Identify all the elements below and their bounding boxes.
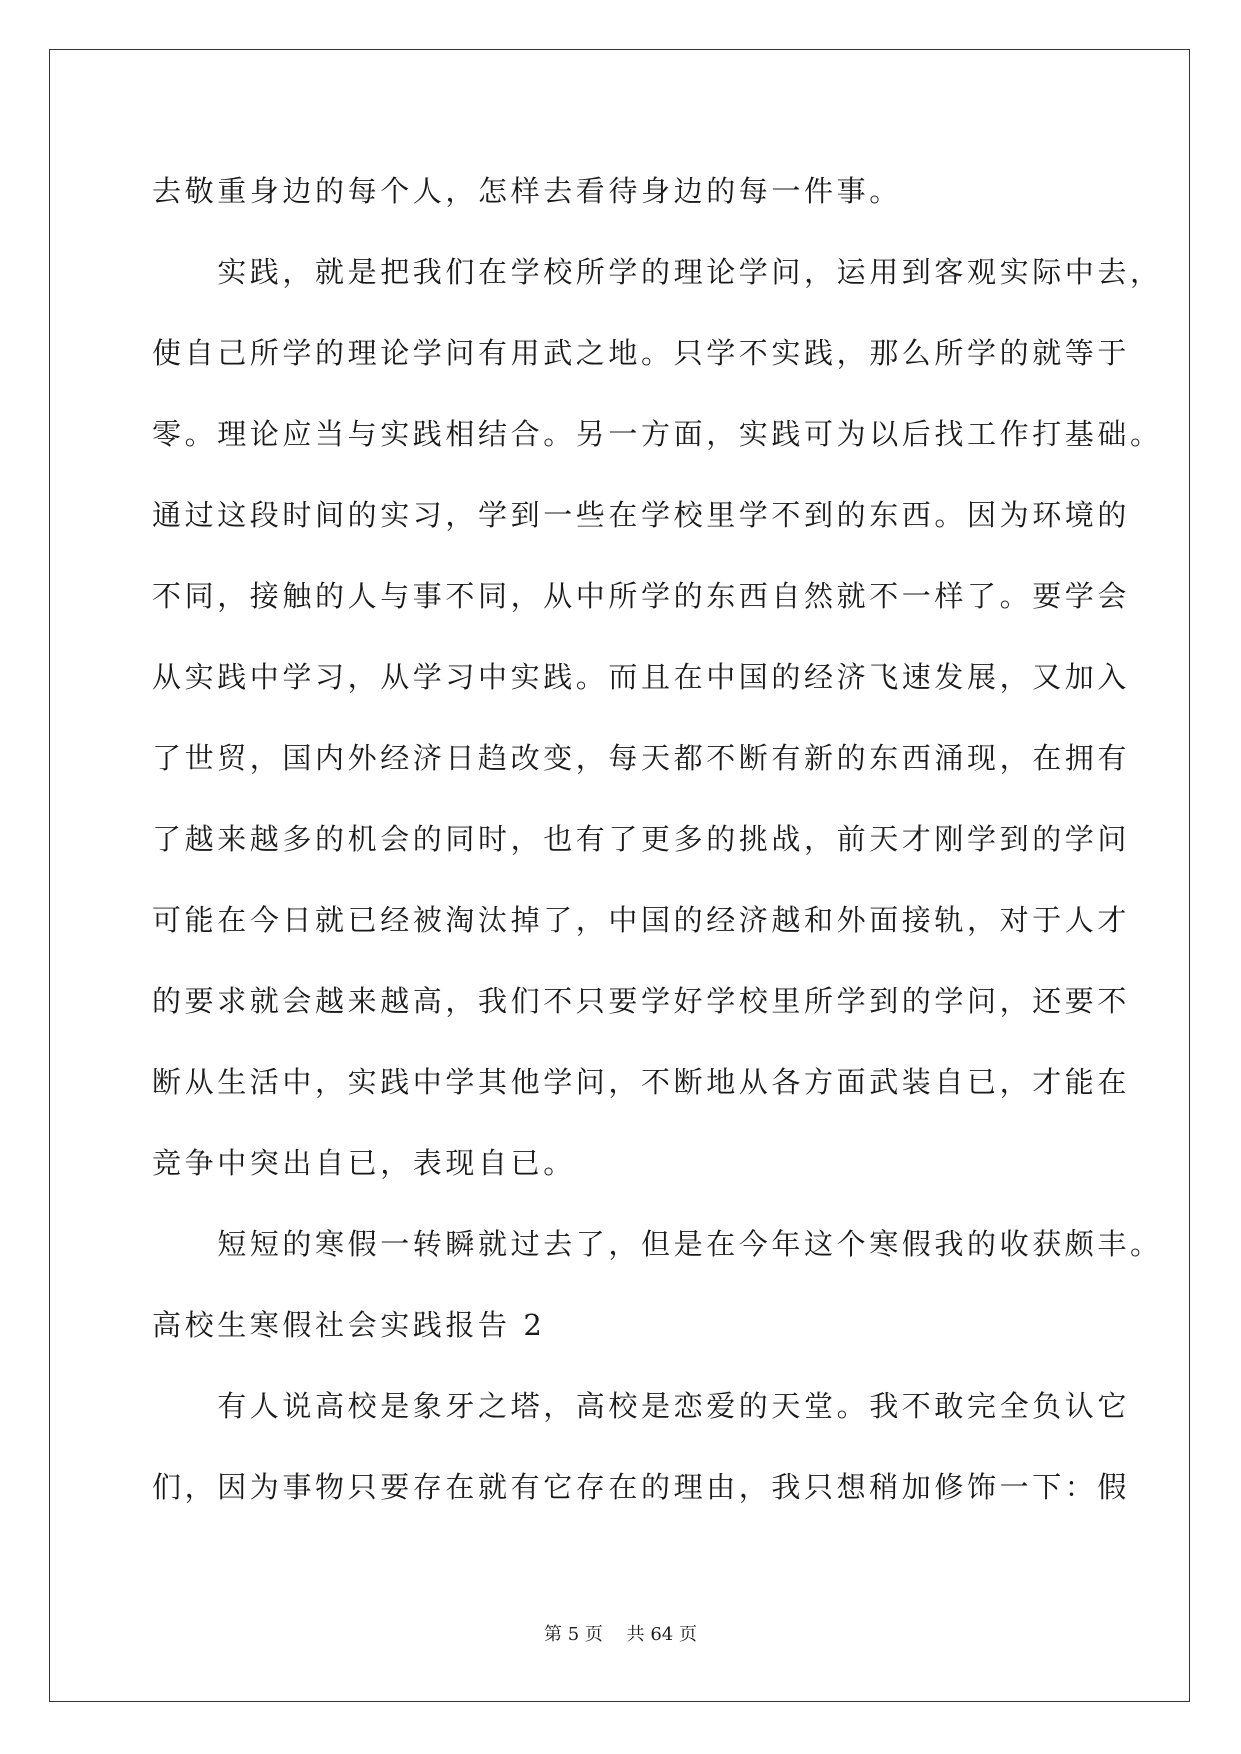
text-line: 使自己所学的理论学问有用武之地。只学不实践，那么所学的就等于	[152, 336, 1131, 370]
text-line: 不同，接触的人与事不同，从中所学的东西自然就不一样了。要学会	[152, 579, 1131, 613]
page-border	[49, 49, 1190, 1702]
text-line: 断从生活中，实践中学其他学问，不断地从各方面武装自已，才能在	[152, 1065, 1131, 1099]
text-line: 了世贸，国内外经济日趋改变，每天都不断有新的东西涌现，在拥有	[152, 741, 1131, 775]
text-line: 的要求就会越来越高，我们不只要学好学校里所学到的学问，还要不	[152, 984, 1131, 1018]
text-line: 竞争中突出自已，表现自已。	[152, 1146, 576, 1180]
section-heading: 高校生寒假社会实践报告 2	[152, 1308, 546, 1342]
text-line: 实践，就是把我们在学校所学的理论学问，运用到客观实际中去，	[152, 255, 1163, 289]
text-line: 去敬重身边的每个人，怎样去看待身边的每一件事。	[152, 174, 902, 208]
text-line: 有人说高校是象牙之塔，高校是恋爱的天堂。我不敢完全负认它	[152, 1389, 1131, 1423]
text-line: 零。理论应当与实践相结合。另一方面，实践可为以后找工作打基础。	[152, 417, 1163, 451]
text-line: 从实践中学习，从学习中实践。而且在中国的经济飞速发展，又加入	[152, 660, 1131, 694]
text-line: 短短的寒假一转瞬就过去了，但是在今年这个寒假我的收获颇丰。	[152, 1227, 1163, 1261]
text-line: 了越来越多的机会的同时，也有了更多的挑战，前天才刚学到的学问	[152, 822, 1131, 856]
text-line: 通过这段时间的实习，学到一些在学校里学不到的东西。因为环境的	[152, 498, 1131, 532]
text-line: 可能在今日就已经被淘汰掉了，中国的经济越和外面接轨，对于人才	[152, 903, 1131, 937]
page-number-footer: 第 5 页 共 64 页	[544, 1624, 697, 1645]
text-line: 们，因为事物只要存在就有它存在的理由，我只想稍加修饰一下：假	[152, 1470, 1131, 1504]
